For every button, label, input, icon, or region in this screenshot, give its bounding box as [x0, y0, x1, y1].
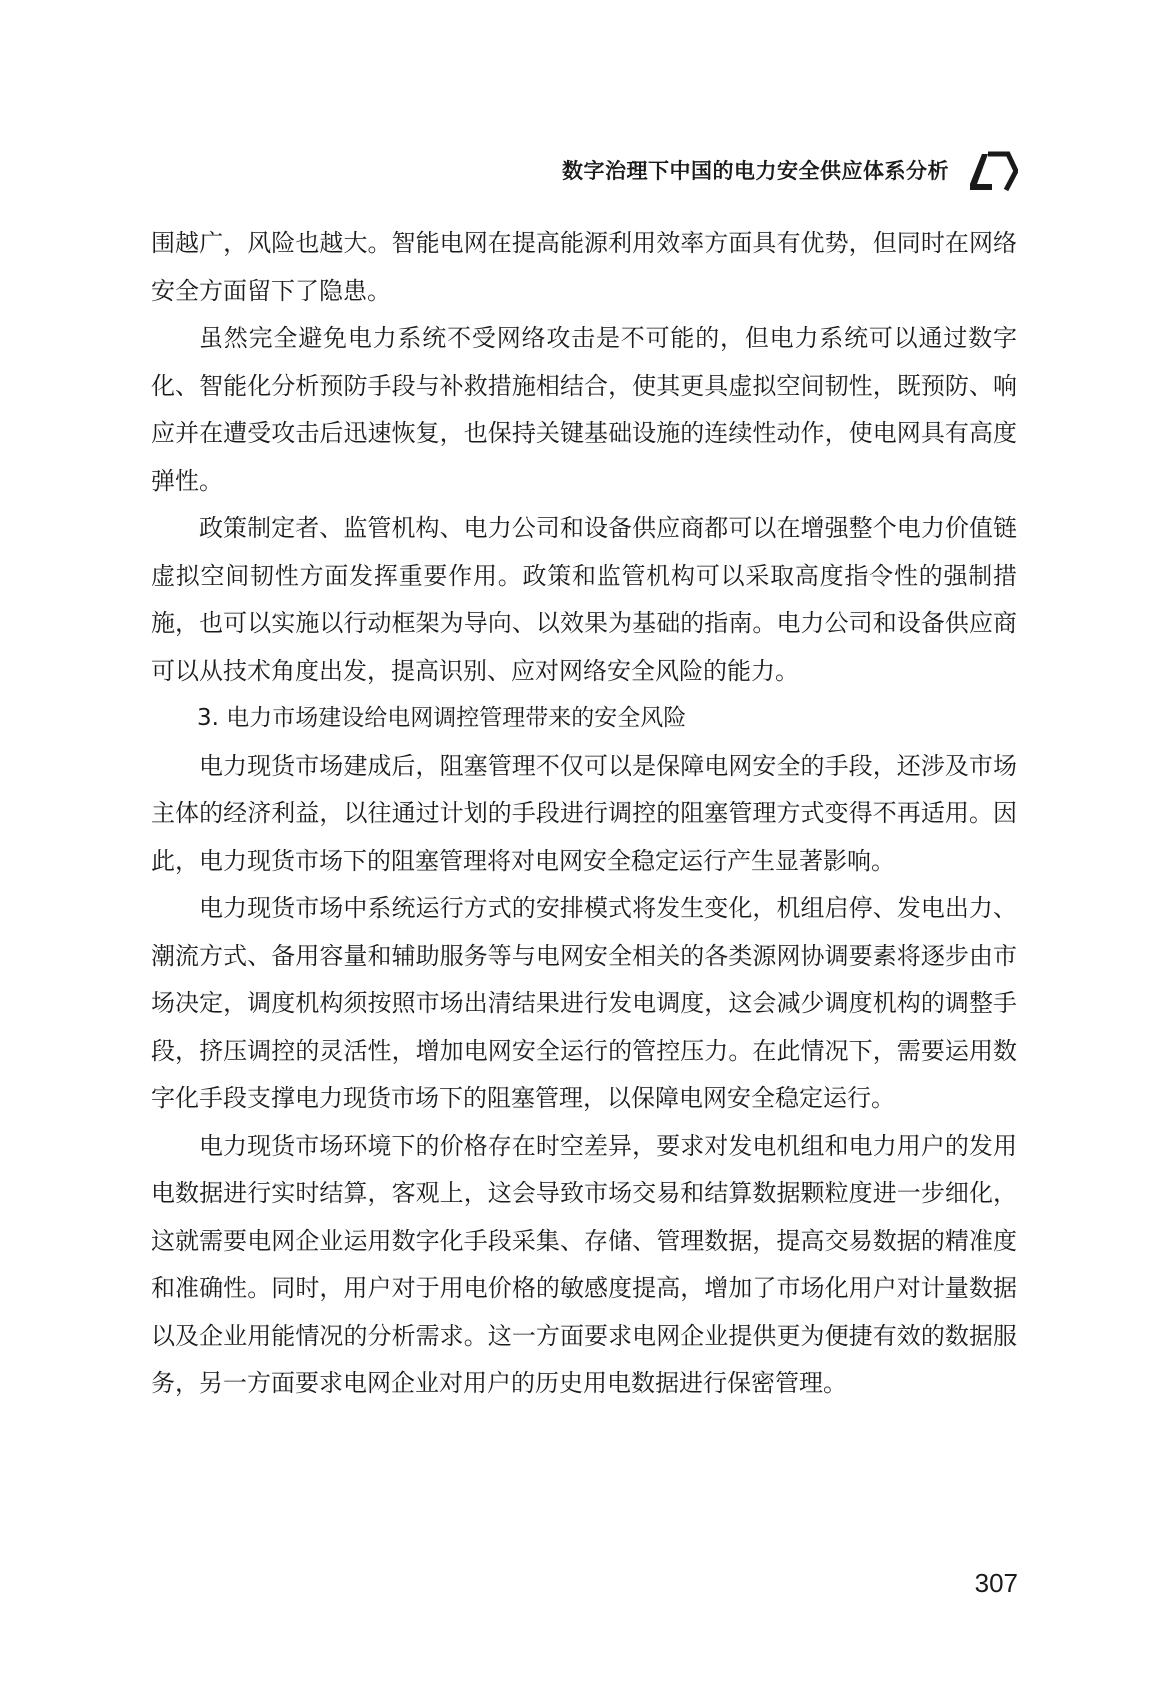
paragraph-continuation: 围越广，风险也越大。智能电网在提高能源利用效率方面具有优势，但同时在网络安全方面留下了隐患。: [151, 229, 1017, 305]
paragraph: 政策制定者、监管机构、电力公司和设备供应商都可以在增强整个电力价值链虚拟空间韧性方面发挥重要作用。政策和监管机构可以采取高度指令性的强制措施，也可以实施以行动框架为导向、以效果为基础的指南。电力公司和设备供应商可以从技术角度出发，提高识别、应对网络安全风险的能力。: [151, 514, 1017, 685]
section-heading: 3. 电力市场建设给电网调控管理带来的安全风险: [197, 705, 687, 731]
paragraph: 电力现货市场中系统运行方式的安排模式将发生变化，机组启停、发电出力、潮流方式、备用容量和辅助服务等与电网安全相关的各类源网协调要素将逐步由市场决定，调度机构须按照市场出清结果进行发电调度，这会减少调度机构的调整手段，挤压调控的灵活性，增加电网安全运行的管控压力。在此情况下，需要运用数字化手段支撑电力现货市场下的阻塞管理，以保障电网安全稳定运行。: [151, 894, 1017, 1112]
paragraph: 电力现货市场建成后，阻塞管理不仅可以是保障电网安全的手段，还涉及市场主体的经济利益，以往通过计划的手段进行调控的阻塞管理方式变得不再适用。因此，电力现货市场下的阻塞管理将对电网安全稳定运行产生显著影响。: [151, 751, 1017, 875]
running-title: 数字治理下中国的电力安全供应体系分析: [562, 159, 949, 183]
paragraph: 虽然完全避免电力系统不受网络攻击是不可能的，但电力系统可以通过数字化、智能化分析预防手段与补救措施相结合，使其更具虚拟空间韧性，既预防、响应并在遭受攻击后迅速恢复，也保持关键基础设施的连续性动作，使电网具有高度弹性。: [151, 324, 1017, 495]
chevron-arrow-icon: [968, 150, 1018, 192]
page-number: 307: [974, 1568, 1018, 1598]
body-text: [151, 220, 1017, 1408]
paragraph: 电力现货市场环境下的价格存在时空差异，要求对发电机组和电力用户的发用电数据进行实时结算，客观上，这会导致市场交易和结算数据颗粒度进一步细化，这就需要电网企业运用数字化手段采集、存储、管理数据，提高交易数据的精准度和准确性。同时，用户对于用电价格的敏感度提高，增加了市场化用户对计量数据以及企业用能情况的分析需求。这一方面要求电网企业提供更为便捷有效的数据服务，另一方面要求电网企业对用户的历史用电数据进行保密管理。: [151, 1131, 1017, 1397]
running-header: [150, 150, 1018, 200]
